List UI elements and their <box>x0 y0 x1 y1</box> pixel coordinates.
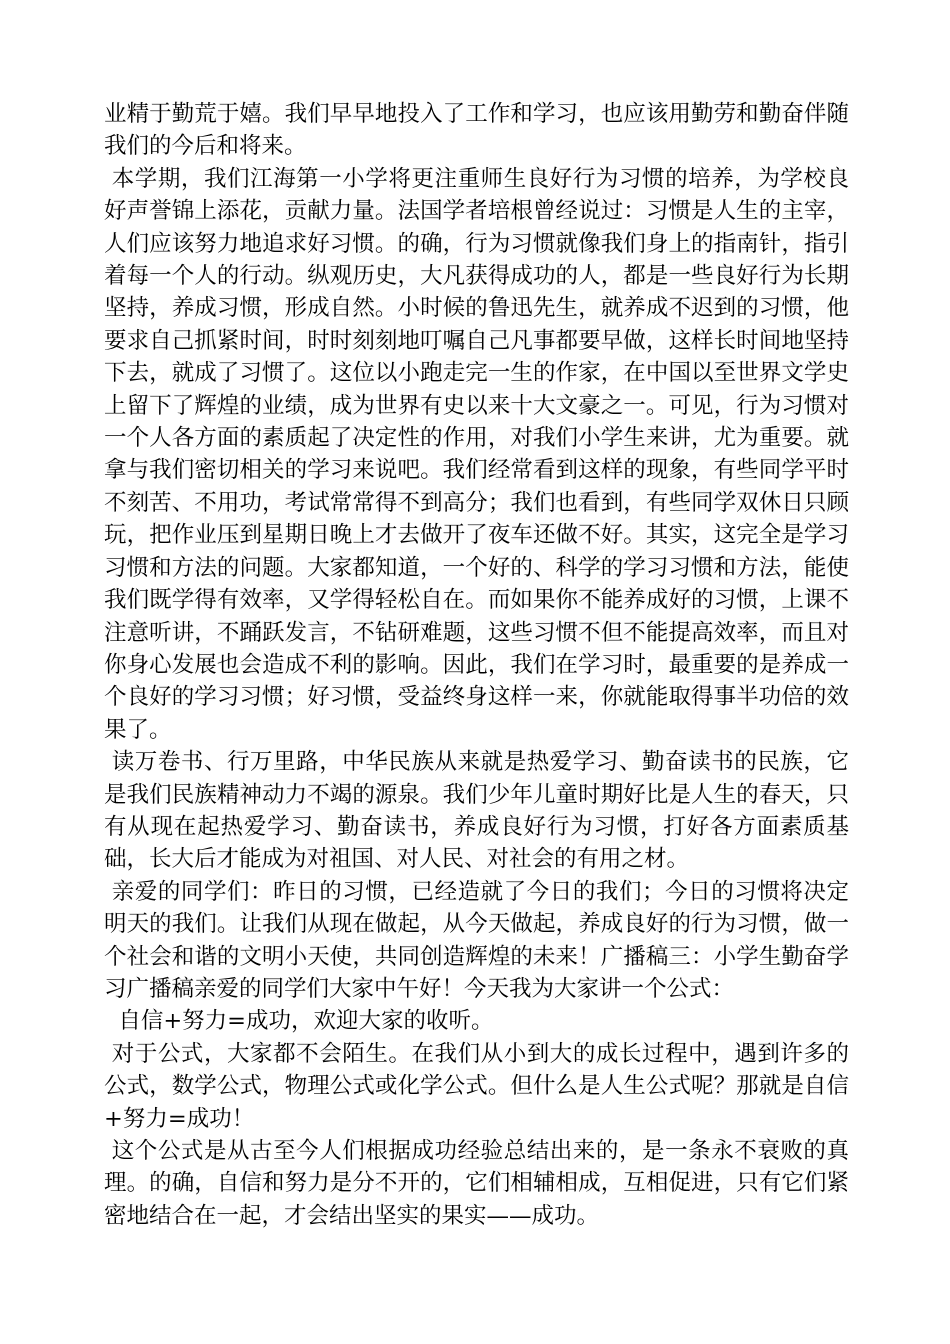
paragraph-6: 对于公式，大家都不会陌生。在我们从小到大的成长过程中，遇到许多的公式，数学公式，物理公式或化学公式。但什么是人生公式呢？那就是自信+努力=成功！ <box>104 1040 849 1132</box>
paragraph-4: 亲爱的同学们：昨日的习惯，已经造就了今日的我们；今日的习惯将决定明天的我们。让我们从现在做起，从今天做起，养成良好的行为习惯，做一个社会和谐的文明小天使，共同创造辉煌的未来！广播稿三：小学生勤奋学习广播稿亲爱的同学们大家中午好！今天我为大家讲一个公式： <box>104 878 849 1002</box>
paragraph-2: 本学期，我们江海第一小学将更注重师生良好行为习惯的培养，为学校良好声誉锦上添花，贡献力量。法国学者培根曾经说过：习惯是人生的主宰，人们应该努力地追求好习惯。的确，行为习惯就像我们身上的指南针，指引着每一个人的行动。纵观历史，大凡获得成功的人，都是一些良好行为长期坚持，养成习惯，形成自然。小时候的鲁迅先生，就养成不迟到的习惯，他要求自己抓紧时间，时时刻刻地叮嘱自己凡事都要早做，这样长时间地坚持下去，就成了习惯了。这位以小跑走完一生的作家，在中国以至世界文学史上留下了辉煌的业绩，成为世界有史以来十大文豪之一。可见，行为习惯对一个人各方面的素质起了决定性的作用，对我们小学生来讲，尤为重要。就拿与我们密切相关的学习来说吧。我们经常看到这样的现象，有些同学平时不刻苦、不用功，考试常常得不到高分；我们也看到，有些同学双休日只顾玩，把作业压到星期日晚上才去做开了夜车还做不好。其实，这完全是学习习惯和方法的问题。大家都知道，一个好的、科学的学习习惯和方法，能使我们既学得有效率，又学得轻松自在。而如果你不能养成好的习惯，上课不注意听讲，不踊跃发言，不钻研难题，这些习惯不但不能提高效率，而且对你身心发展也会造成不利的影响。因此，我们在学习时，最重要的是养成一个良好的学习习惯；好习惯，受益终身这样一来，你就能取得事半功倍的效果了。 <box>104 165 849 743</box>
paragraph-5: 自信+努力=成功，欢迎大家的收听。 <box>104 1008 494 1035</box>
paragraph-3: 读万卷书、行万里路，中华民族从来就是热爱学习、勤奋读书的民族，它是我们民族精神动力不竭的源泉。我们少年儿童时期好比是人生的春天，只有从现在起热爱学习、勤奋读书，养成良好行为习惯，打好各方面素质基础，长大后才能成为对祖国、对人民、对社会的有用之材。 <box>104 749 849 873</box>
paragraph-7: 这个公式是从古至今人们根据成功经验总结出来的，是一条永不衰败的真理。的确，自信和努力是分不开的，它们相辅相成，互相促进，只有它们紧密地结合在一起，才会结出坚实的果实——成功。 <box>104 1138 849 1229</box>
document-page <box>104 98 849 1232</box>
paragraph-1: 业精于勤荒于嬉。我们早早地投入了工作和学习，也应该用勤劳和勤奋伴随我们的今后和将来。 <box>104 101 849 160</box>
